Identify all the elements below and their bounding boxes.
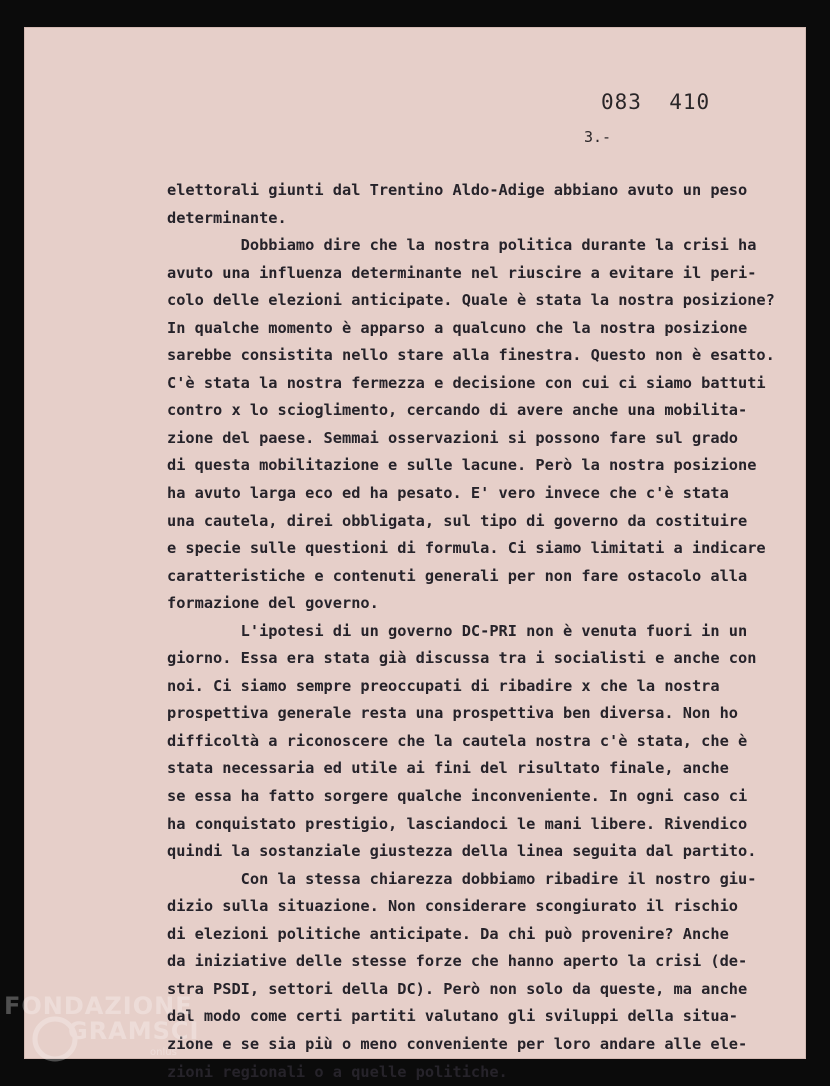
text-line: di questa mobilitazione e sulle lacune. Però la nostra posizione [167,452,775,480]
text-line: In qualche momento è apparso a qualcuno che la nostra posizione [167,315,775,343]
text-line: e specie sulle questioni di formula. Ci siamo limitati a indicare [167,535,775,563]
watermark-line2: GRAMSCI [68,1017,199,1045]
text-line: C'è stata la nostra fermezza e decisione con cui ci siamo battuti [167,370,775,398]
text-line: di elezioni politiche anticipate. Da chi può provenire? Anche [167,921,775,949]
text-line: stra PSDI, settori della DC). Però non solo da queste, ma anche [167,976,775,1004]
text-line: sarebbe consistita nello stare alla finestra. Questo non è esatto. [167,342,775,370]
watermark-line1: FONDAZIONE [4,992,193,1020]
text-line: zione e se sia più o meno conveniente per loro andare alle ele- [167,1031,775,1059]
text-line: ha conquistato prestigio, lasciandoci le mani libere. Rivendico [167,811,775,839]
text-line: zione del paese. Semmai osservazioni si possono fare sul grado [167,425,775,453]
text-line: elettorali giunti dal Trentino Aldo-Adige abbiano avuto un peso [167,177,775,205]
document-page [24,27,806,1059]
text-line: stata necessaria ed utile ai fini del risultato finale, anche [167,755,775,783]
text-line: difficoltà a riconoscere che la cautela nostra c'è stata, che è [167,728,775,756]
text-line: quindi la sostanziale giustezza della linea seguita dal partito. [167,838,775,866]
watermark-line3: onlus [150,1047,177,1058]
text-line: contro x lo scioglimento, cercando di avere anche una mobilita- [167,397,775,425]
text-line: noi. Ci siamo sempre preoccupati di ribadire x che la nostra [167,673,775,701]
text-line: zioni regionali o a quelle politiche. [167,1059,775,1086]
text-line: da iniziative delle stesse forze che hanno aperto la crisi (de- [167,948,775,976]
text-line: caratteristiche e contenuti generali per non fare ostacolo alla [167,563,775,591]
text-line: colo delle elezioni anticipate. Quale è stata la nostra posizione? [167,287,775,315]
text-line: se essa ha fatto sorgere qualche inconveniente. In ogni caso ci [167,783,775,811]
typewritten-text [167,177,775,1086]
text-line: Dobbiamo dire che la nostra politica durante la crisi ha [167,232,775,260]
page-sequence: 3.- [584,128,611,146]
text-line: avuto una influenza determinante nel riuscire a evitare il peri- [167,260,775,288]
document-number: 083 410 [601,90,710,114]
text-line: Con la stessa chiarezza dobbiamo ribadire il nostro giu- [167,866,775,894]
text-line: prospettiva generale resta una prospettiva ben diversa. Non ho [167,700,775,728]
text-line: L'ipotesi di un governo DC-PRI non è venuta fuori in un [167,618,775,646]
text-line: una cautela, direi obbligata, sul tipo di governo da costituire [167,508,775,536]
text-line: giorno. Essa era stata già discussa tra i socialisti e anche con [167,645,775,673]
text-line: dal modo come certi partiti valutano gli sviluppi della situa- [167,1003,775,1031]
text-line: ha avuto larga eco ed ha pesato. E' vero invece che c'è stata [167,480,775,508]
text-line: formazione del governo. [167,590,775,618]
text-line: dizio sulla situazione. Non considerare scongiurato il rischio [167,893,775,921]
text-line: determinante. [167,205,775,233]
